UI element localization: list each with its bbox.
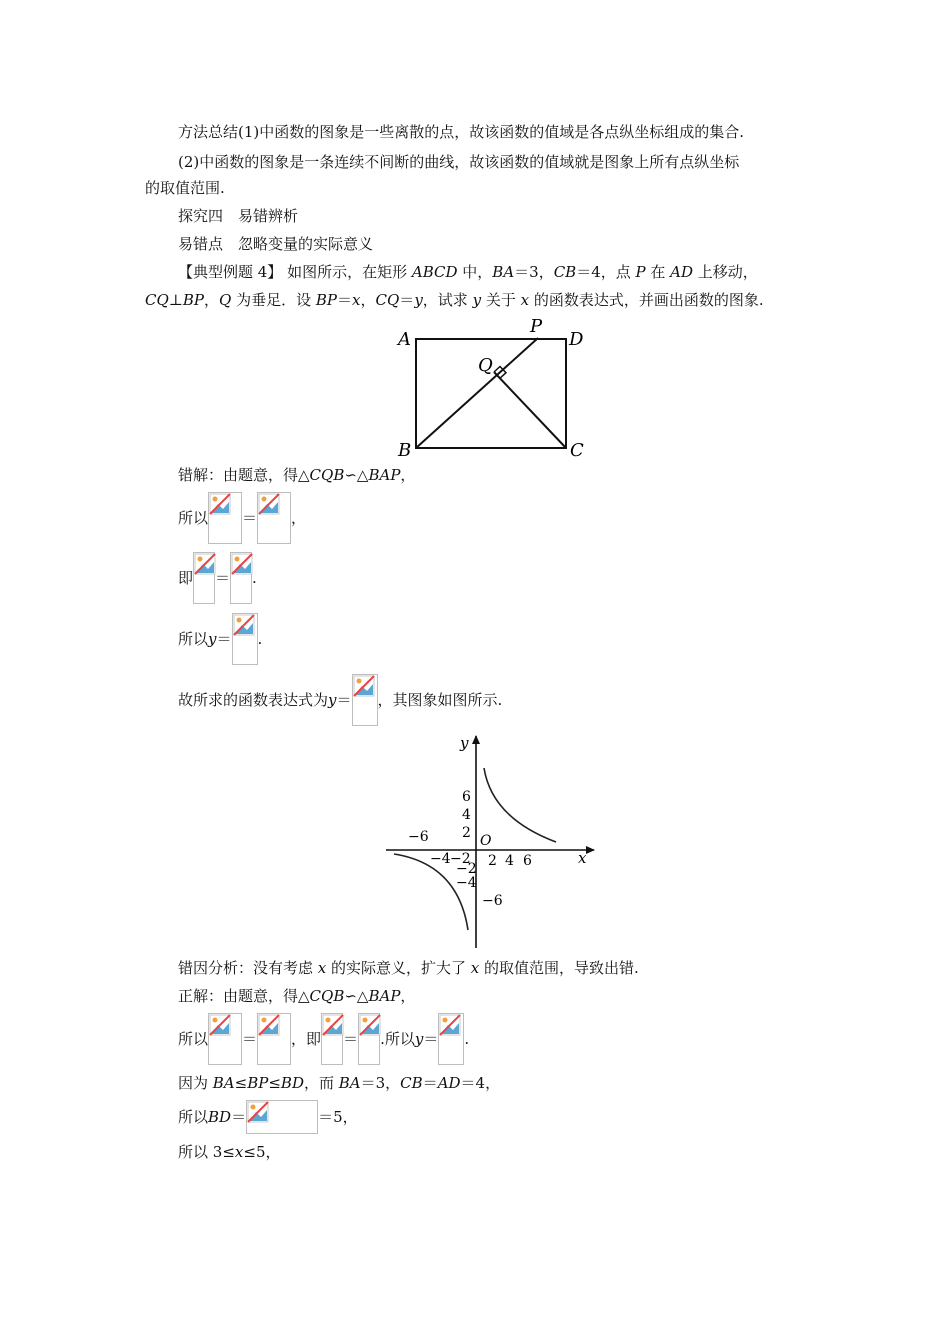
wrong-line-1: 错解：由题意，得△CQB∽△BAP，	[178, 466, 416, 484]
x-tick-label: −4	[430, 851, 451, 867]
right-line-4: 所以 BD ＝ ＝5，	[178, 1100, 358, 1134]
summary-line-2: (2)中函数的图象是一条连续不间断的曲线，故该函数的值域就是图象上所有点纵坐标	[178, 153, 740, 171]
y-tick-label: −6	[482, 893, 503, 909]
example-line-1: 【典型例题 4】 如图所示，在矩形 ABCD 中，BA＝3，CB＝4，点 P 在 AD 上移动，	[178, 263, 758, 281]
y-tick-label: 4	[462, 807, 471, 823]
example-line-2: CQ⊥BP，Q 为垂足．设 BP＝x，CQ＝y，试求 y 关于 x 的函数表达式，并画出函数的图象.	[145, 291, 764, 309]
fraction-image	[257, 492, 291, 544]
right-line-5: 所以 3≤x≤5，	[178, 1143, 281, 1161]
fraction-image	[230, 552, 252, 604]
example-tag: 【典型例题 4】	[178, 263, 283, 281]
fraction-image	[232, 613, 258, 665]
x-axis-label: x	[578, 849, 587, 867]
x-tick-label: 2	[488, 853, 497, 869]
fraction-image	[321, 1013, 343, 1065]
label-p: P	[530, 316, 543, 337]
right-line-3: 因为 BA≤BP≤BD，而 BA＝3，CB＝AD＝4，	[178, 1074, 501, 1092]
label-q: Q	[478, 355, 493, 376]
label-b: B	[398, 440, 412, 461]
fraction-image	[208, 492, 242, 544]
fraction-image	[257, 1013, 291, 1065]
error-analysis: 错因分析：没有考虑 x 的实际意义，扩大了 x 的取值范围，导致出错.	[178, 959, 639, 977]
label-c: C	[570, 440, 584, 461]
fraction-image	[438, 1013, 464, 1065]
y-axis-label: y	[460, 734, 469, 752]
wrong-line-4: 所以 y ＝ .	[178, 613, 262, 665]
label-d: D	[569, 329, 584, 350]
wrong-line-5: 故所求的函数表达式为 y ＝ ，其图象如图所示.	[178, 674, 502, 726]
x-tick-label: −6	[408, 829, 429, 845]
rectangle-figure	[390, 312, 600, 462]
fraction-image	[193, 552, 215, 604]
y-tick-label: −2	[456, 861, 477, 877]
section-title: 探究四 易错辨析	[178, 207, 299, 225]
x-tick-label: 4	[505, 853, 514, 869]
label-a: A	[398, 329, 411, 350]
x-tick-label: 6	[523, 853, 532, 869]
y-tick-label: −4	[456, 875, 477, 891]
section-subtitle: 易错点 忽略变量的实际意义	[178, 235, 374, 253]
x-tick-label: −2	[450, 851, 471, 867]
wrong-line-3: 即 ＝ .	[178, 552, 257, 604]
summary-line-1: 方法总结(1)中函数的图象是一些离散的点，故该函数的值域是各点纵坐标组成的集合.	[178, 123, 745, 141]
right-line-1: 正解：由题意，得△CQB∽△BAP，	[178, 987, 416, 1005]
y-tick-label: 6	[462, 789, 471, 805]
y-tick-label: 2	[462, 825, 471, 841]
origin-label: O	[480, 833, 492, 849]
fraction-image	[208, 1013, 242, 1065]
fraction-image	[358, 1013, 380, 1065]
hyperbola-graph	[380, 730, 600, 952]
right-line-2: 所以 ＝ ，即 ＝ .所以 y ＝ .	[178, 1013, 469, 1065]
hyperbola-branch-1	[484, 768, 556, 842]
segment-cq	[494, 372, 566, 448]
wrong-line-2: 所以 ＝ ，	[178, 492, 306, 544]
fraction-image	[352, 674, 378, 726]
segment-bp	[416, 338, 538, 448]
summary-line-3: 的取值范围.	[145, 179, 225, 197]
sqrt-image	[246, 1100, 318, 1134]
